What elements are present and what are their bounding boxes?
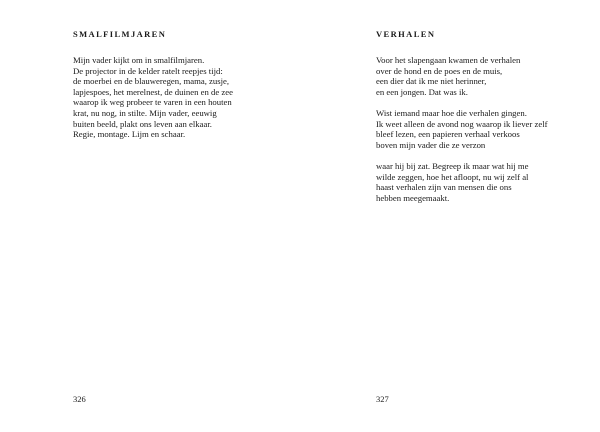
poem-line: wilde zeggen, hoe het afloopt, nu wij zelf al: [376, 171, 529, 182]
poem-line: de moerbei en de blauweregen, mama, zusje,: [73, 76, 230, 87]
poem-title: VERHALEN: [376, 29, 436, 39]
poem-line: lapjespoes, het merelnest, de duinen en de zee: [73, 86, 233, 97]
poem-line: Regie, montage. Lijm en schaar.: [73, 129, 186, 140]
poem-line: haast verhalen zijn van mensen die ons: [376, 182, 512, 193]
stanza: [376, 108, 548, 150]
poem-line: en een jongen. Dat was ik.: [376, 86, 468, 97]
stanza: [73, 55, 233, 140]
right-page: [300, 0, 600, 432]
poem-line: boven mijn vader die ze verzon: [376, 139, 486, 150]
page-number: 327: [376, 394, 389, 404]
poem-line: De projector in de kelder ratelt reepjes tijd:: [73, 65, 223, 76]
stanza: [376, 161, 548, 203]
page-number: 326: [73, 394, 86, 404]
poem-line: Ik weet alleen de avond nog waarop ik liever zelf: [376, 118, 548, 129]
poem-title: SMALFILMJAREN: [73, 29, 167, 39]
poem-line: waarop ik weg probeer te varen in een houten: [73, 97, 232, 108]
poem-line: over de hond en de poes en de muis,: [376, 65, 503, 76]
poem-line: Voor het slapengaan kwamen de verhalen: [376, 55, 521, 65]
poem-body: [73, 55, 233, 140]
poem-line: een dier dat ik me niet herinner,: [376, 76, 487, 87]
poem-line: krat, nu nog, in stilte. Mijn vader, eeuwig: [73, 107, 217, 118]
poem-line: hebben meegemaakt.: [376, 192, 450, 203]
poem-line: buiten beeld, plakt ons leven aan elkaar.: [73, 118, 212, 129]
stanza: [376, 55, 548, 97]
poem-line: Wist iemand maar hoe die verhalen gingen.: [376, 107, 527, 118]
poem-body: [376, 55, 548, 203]
poem-line: Mijn vader kijkt om in smalfilmjaren.: [73, 55, 205, 65]
poem-line: waar hij bij zat. Begreep ik maar wat hij me: [376, 160, 529, 171]
poem-line: bleef lezen, een papieren verhaal verkoos: [376, 129, 520, 140]
